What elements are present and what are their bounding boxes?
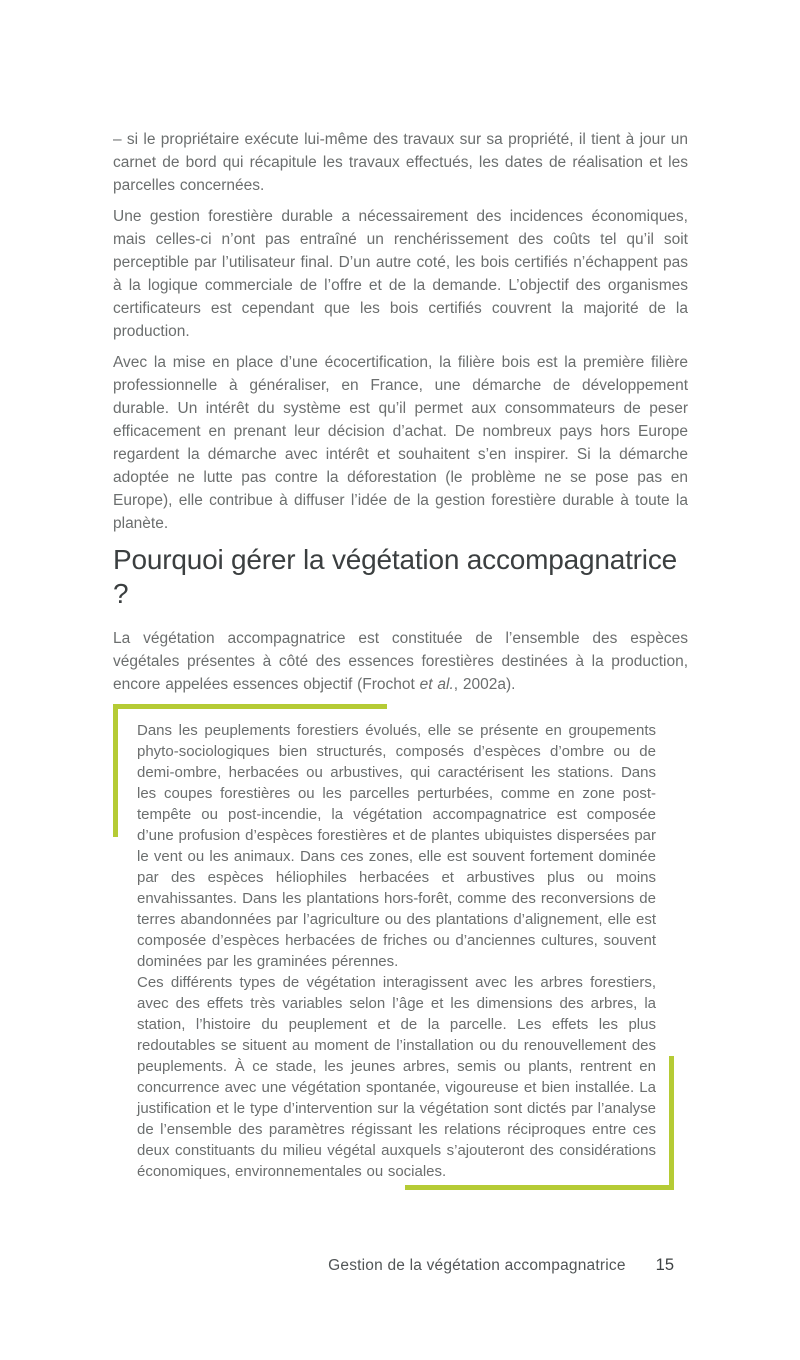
highlight-box: [113, 704, 674, 1190]
running-title: Gestion de la végétation accompagnatrice: [328, 1257, 626, 1274]
citation-et-al: et al.: [419, 676, 454, 693]
body-paragraph: Une gestion forestière durable a nécessairement des incidences économiques, mais celles-ci n’ont pas entraîné un renchérissement des coûts tel qu’il soit perceptible par l’utilisateur final. D’un autre coté, les bois certifiés n’échappent pas à la logique commerciale de l’offre et de la demande. L’objectif des organismes certificateurs est cependant que les bois certifiés couvrent la majorité de la production.: [113, 208, 688, 340]
box-rule-right: [669, 1056, 674, 1190]
page-footer: [113, 1256, 674, 1275]
page-number: 15: [655, 1256, 674, 1274]
box-rule-top: [113, 704, 387, 709]
body-paragraph: Avec la mise en place d’une écocertification, la filière bois est la première filière professionnelle à généraliser, en France, une démarche de développement durable. Un intérêt du système est qu’il permet aux consommateurs de peser efficacement en prenant leur décision d’achat. De nombreux pays hors Europe regardent la démarche avec intérêt et souhaitent s’en inspirer. Si la démarche adoptée ne lutte pas contre la déforestation (le problème ne se pose pas en Europe), elle contribue à diffuser l’idée de la gestion forestière durable à toute la planète.: [113, 354, 688, 532]
box-paragraph: Dans les peuplements forestiers évolués, elle se présente en groupements phyto-sociologiques bien structurés, composés d’espèces d’ombre ou de demi-ombre, herbacées ou arbustives, qui caractérisent les stations. Dans les coupes forestières ou les parcelles perturbées, comme en zone post-tempête ou post-incendie, la végétation accompagnatrice est composée d’une profusion d’espèces forestières et de plantes ubiquistes dispersées par le vent ou les animaux. Dans ces zones, elle est souvent fortement dominée par des espèces héliophiles herbacées et arbustives plus ou moins envahissantes. Dans les plantations hors-forêt, comme des reconversions de terres abandonnées par l’agriculture ou des plantations d’alignement, elle est composée d’espèces herbacées de friches ou d’anciennes cultures, souvent dominées par les graminées pérennes.: [137, 722, 656, 970]
page-content: [113, 128, 688, 1190]
intro-text: La végétation accompagnatrice est constituée de l’ensemble des espèces végétales présentes à côté des essences forestières destinées à la production, encore appelées essences objectif (Frochot: [113, 630, 688, 693]
intro-paragraph: [113, 627, 688, 696]
box-rule-left: [113, 704, 118, 837]
section-heading: Pourquoi gérer la végétation accompagnatrice ?: [113, 544, 677, 609]
box-paragraph: Ces différents types de végétation interagissent avec les arbres forestiers, avec des effets très variables selon l’âge et les dimensions des arbres, la station, l’histoire du peuplement et de la parcelle. Les effets les plus redoutables se situent au moment de l’installation ou du renouvellement des peuplements. À ce stade, les jeunes arbres, semis ou plants, rentrent en concurrence avec une végétation spontanée, vigoureuse et bien installée. La justification et le type d’intervention sur la végétation sont dictés par l’analyse de l’ensemble des paramètres régissant les relations réciproques entre ces deux constituants du milieu végétal auxquels s’ajouteront des considérations économiques, environnementales ou sociales.: [137, 974, 656, 1180]
body-paragraph: – si le propriétaire exécute lui-même des travaux sur sa propriété, il tient à jour un carnet de bord qui récapitule les travaux effectués, les dates de réalisation et les parcelles concernées.: [113, 131, 688, 194]
box-rule-bottom: [405, 1185, 674, 1190]
citation-year: , 2002a).: [453, 676, 516, 693]
